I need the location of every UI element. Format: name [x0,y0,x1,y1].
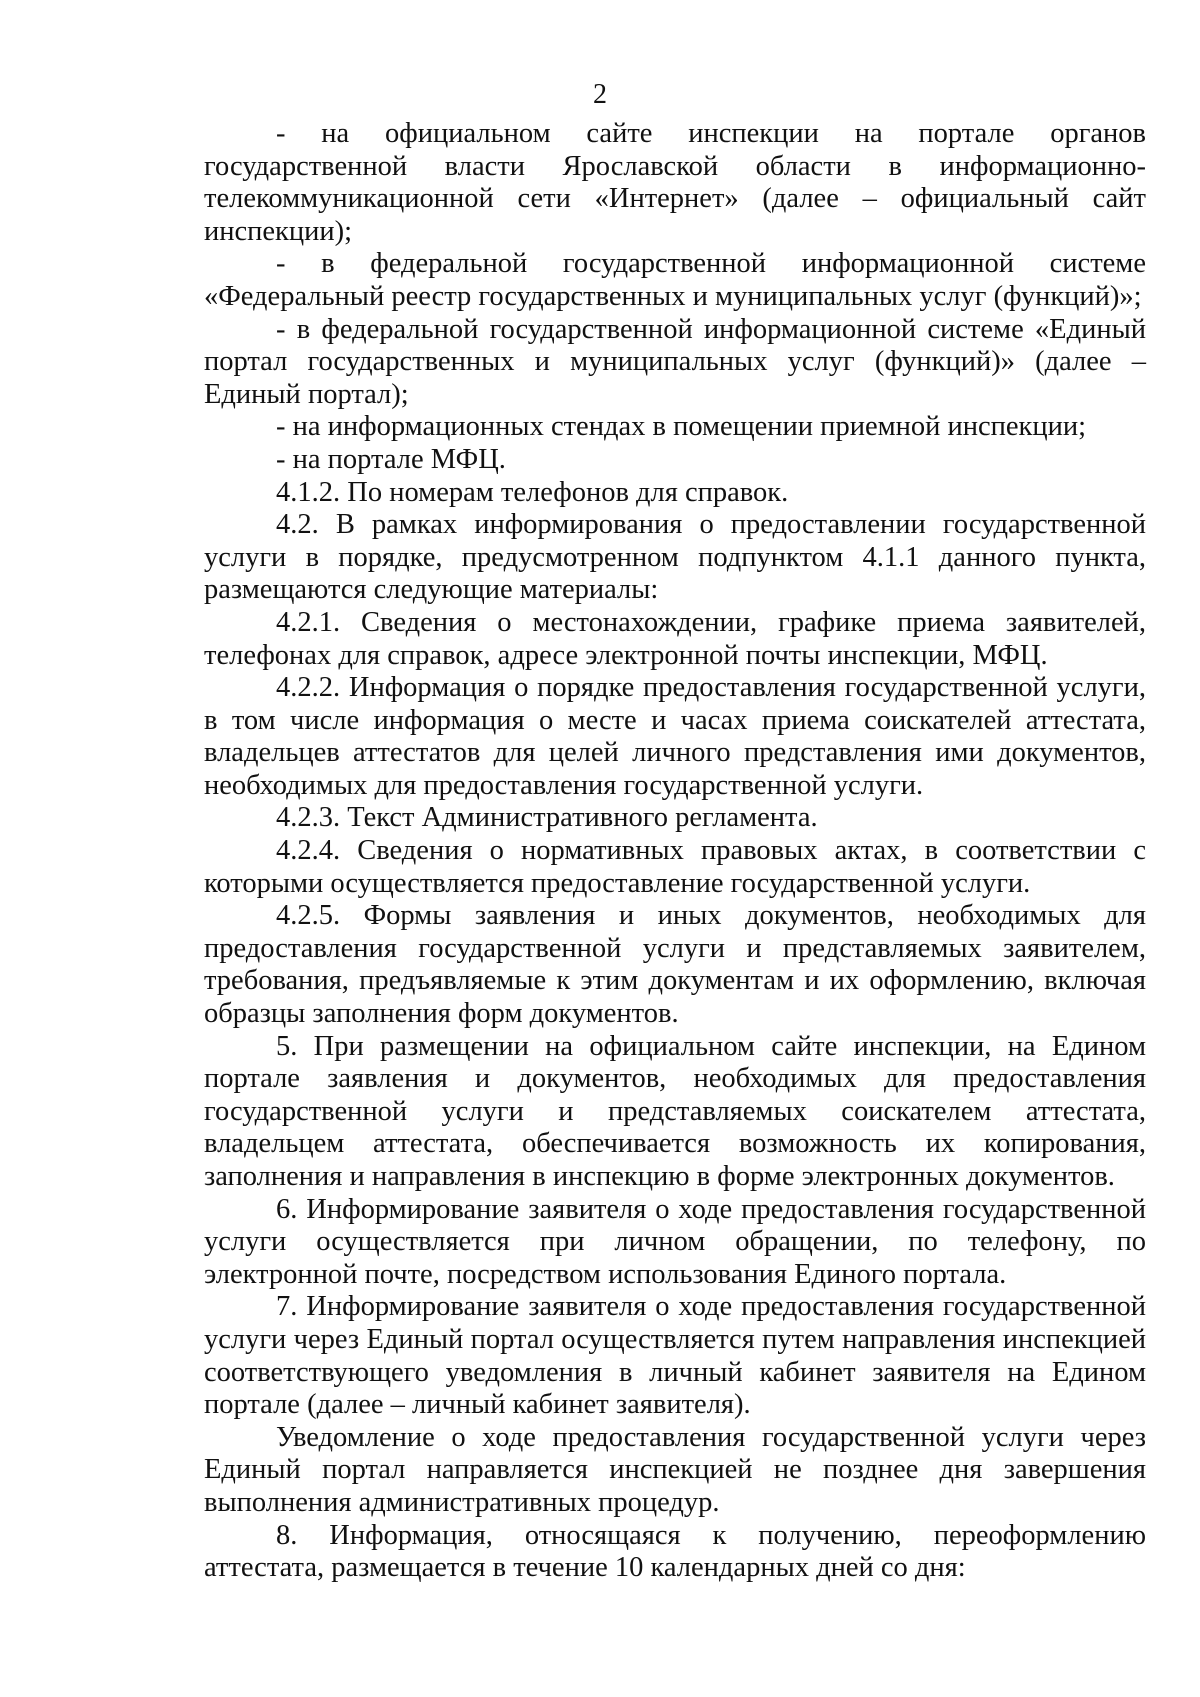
paragraph-4-2-4: 4.2.4. Сведения о нормативных правовых актах, в соответствии с которыми осуществляется предоставление государственной услуги. [204,835,1146,899]
paragraph-7: 7. Информирование заявителя о ходе предоставления государственной услуги через Единый портал осуществляется путем направления инспекцией соответствующего уведомления в личный кабинет заявителя на Едином портале (далее – личный кабинет заявителя). [204,1291,1146,1421]
paragraph-4-1-2: 4.1.2. По номерам телефонов для справок. [276,476,789,508]
paragraph-4-2-1: 4.2.1. Сведения о местонахождении, графике приема заявителей, телефонах для справок, адресе электронной почты инспекции, МФЦ. [204,606,1146,671]
paragraph-unified-portal: - в федеральной государственной информационной системе «Единый портал государственных и муниципальных услуг (функций)» (далее – Единый портал); [204,313,1146,410]
paragraph-notification: Уведомление о ходе предоставления государственной услуги через Единый портал направляется инспекцией не позднее дня завершения выполнения административных процедур. [204,1421,1146,1518]
paragraph-mfc-portal: - на портале МФЦ. [276,443,506,475]
paragraph-6: 6. Информирование заявителя о ходе предоставления государственной услуги осуществляется при личном обращении, по телефону, по электронной почте, посредством использования Единого портала. [204,1193,1146,1290]
paragraph-info-stands: - на информационных стендах в помещении приемной инспекции; [276,411,1087,443]
document-body [204,118,1146,1585]
paragraph-4-2-2: 4.2.2. Информация о порядке предоставления государственной услуги, в том числе информация о месте и часах приема соискателей аттестата, владельцев аттестатов для целей личного представления ими документов, необходимых для предоставления государственной услуги. [204,672,1146,801]
page-number: 2 [593,79,607,110]
paragraph-5: 5. При размещении на официальном сайте инспекции, на Едином портале заявления и документов, необходимых для предоставления государственной услуги и представляемых соискателем аттестата, владельцем аттестата, обеспечивается возможность их копирования, заполнения и направления в инспекцию в форме электронных документов. [204,1030,1146,1192]
paragraph-4-2-3: 4.2.3. Текст Административного регламента. [276,802,818,834]
paragraph-4-2-5: 4.2.5. Формы заявления и иных документов, необходимых для предоставления государственной услуги и представляемых заявителем, требования, предъявляемые к этим документам и их оформлению, включая образцы заполнения форм документов. [204,900,1146,1030]
paragraph-federal-register: - в федеральной государственной информационной системе «Федеральный реестр государственных и муниципальных услуг (функций)»; [204,248,1146,312]
paragraph-8: 8. Информация, относящаяся к получению, переоформлению аттестата, размещается в течение 10 календарных дней со дня: [204,1519,1146,1584]
paragraph-official-site: - на официальном сайте инспекции на портале органов государственной власти Ярославской области в информационно-телекоммуникационной сети «Интернет» (далее – официальный сайт инспекции); [204,118,1146,247]
paragraph-4-2: 4.2. В рамках информирования о предоставлении государственной услуги в порядке, предусмотренном подпунктом 4.1.1 данного пункта, размещаются следующие материалы: [204,509,1146,606]
